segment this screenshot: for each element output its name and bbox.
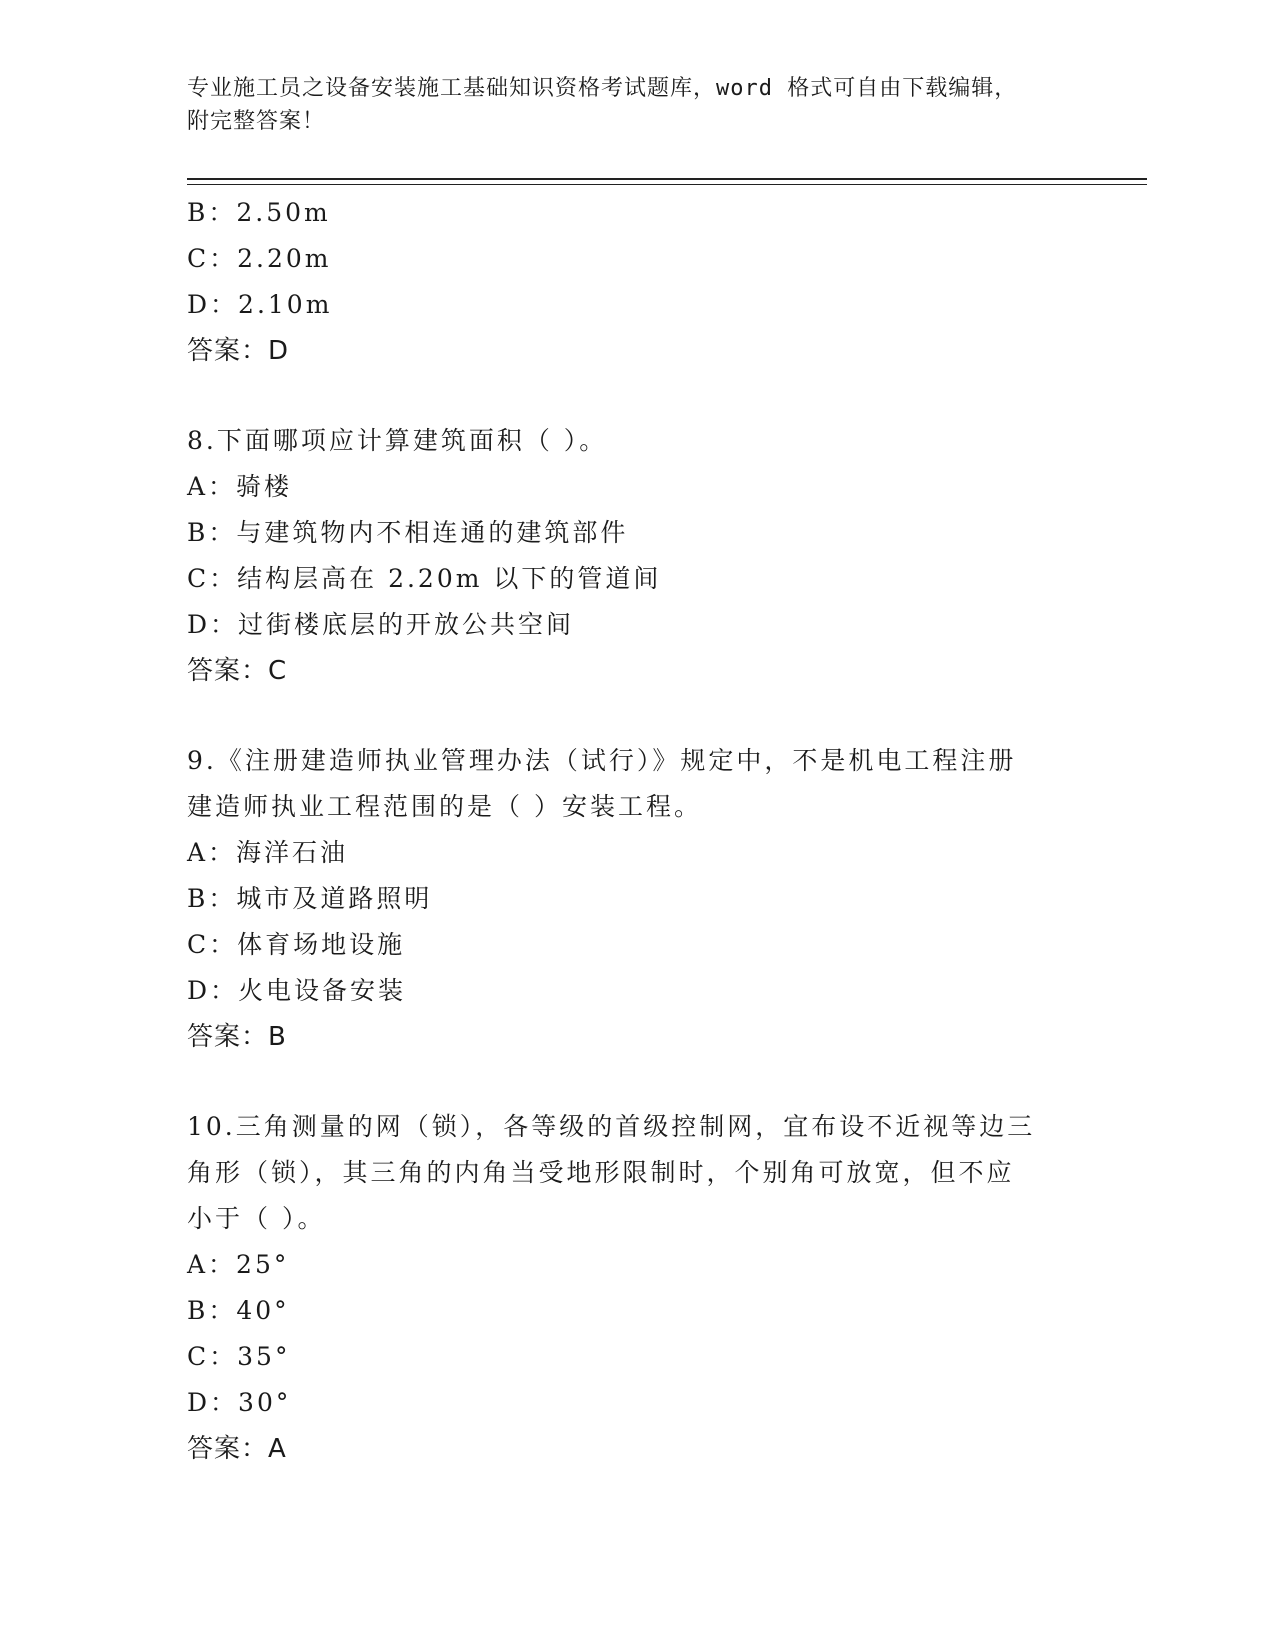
answer: 答案：A bbox=[187, 1434, 287, 1464]
question-7 bbox=[187, 190, 1067, 374]
option-b: B：2.50m bbox=[187, 198, 331, 227]
option-d: D：2.10m bbox=[187, 290, 333, 319]
option-c: C：35° bbox=[187, 1342, 291, 1371]
question-stem-line-2: 建造师执业工程范围的是（ ）安装工程。 bbox=[187, 792, 702, 821]
question-list bbox=[187, 190, 1067, 1472]
answer: 答案：B bbox=[187, 1022, 287, 1052]
spacer bbox=[187, 1060, 1067, 1104]
option-d: D：30° bbox=[187, 1388, 292, 1417]
option-b: B：与建筑物内不相连通的建筑部件 bbox=[187, 518, 629, 547]
answer: 答案：D bbox=[187, 336, 290, 366]
question-10 bbox=[187, 1104, 1067, 1472]
spacer bbox=[187, 374, 1067, 418]
header-divider bbox=[187, 178, 1147, 185]
question-stem-line-1: 9.《注册建造师执业管理办法（试行）》规定中，不是机电工程注册 bbox=[187, 746, 1017, 775]
question-9 bbox=[187, 738, 1067, 1060]
option-a: A：25° bbox=[187, 1250, 290, 1279]
question-stem-line-2: 角形（锁），其三角的内角当受地形限制时，个别角可放宽，但不应 bbox=[187, 1158, 1015, 1187]
question-stem: 8.下面哪项应计算建筑面积（ ）。 bbox=[187, 426, 608, 455]
question-stem-line-3: 小于（ ）。 bbox=[187, 1204, 326, 1233]
document-page bbox=[187, 0, 1147, 1650]
option-c: C：2.20m bbox=[187, 244, 332, 273]
header-line-1: 专业施工员之设备安装施工基础知识资格考试题库，word 格式可自由下载编辑， bbox=[187, 76, 1018, 101]
option-d: D：火电设备安装 bbox=[187, 976, 407, 1005]
option-a: A：骑楼 bbox=[187, 472, 293, 501]
option-b: B：城市及道路照明 bbox=[187, 884, 433, 913]
answer: 答案：C bbox=[187, 656, 288, 686]
document-header bbox=[187, 72, 1067, 138]
header-line-2: 附完整答案！ bbox=[187, 109, 326, 134]
option-c: C：结构层高在 2.20m 以下的管道间 bbox=[187, 564, 662, 593]
option-b: B：40° bbox=[187, 1296, 290, 1325]
spacer bbox=[187, 694, 1067, 738]
question-8 bbox=[187, 418, 1067, 694]
option-a: A：海洋石油 bbox=[187, 838, 349, 867]
option-d: D：过街楼底层的开放公共空间 bbox=[187, 610, 575, 639]
option-c: C：体育场地设施 bbox=[187, 930, 406, 959]
question-stem-line-1: 10.三角测量的网（锁），各等级的首级控制网，宜布设不近视等边三 bbox=[187, 1112, 1036, 1141]
